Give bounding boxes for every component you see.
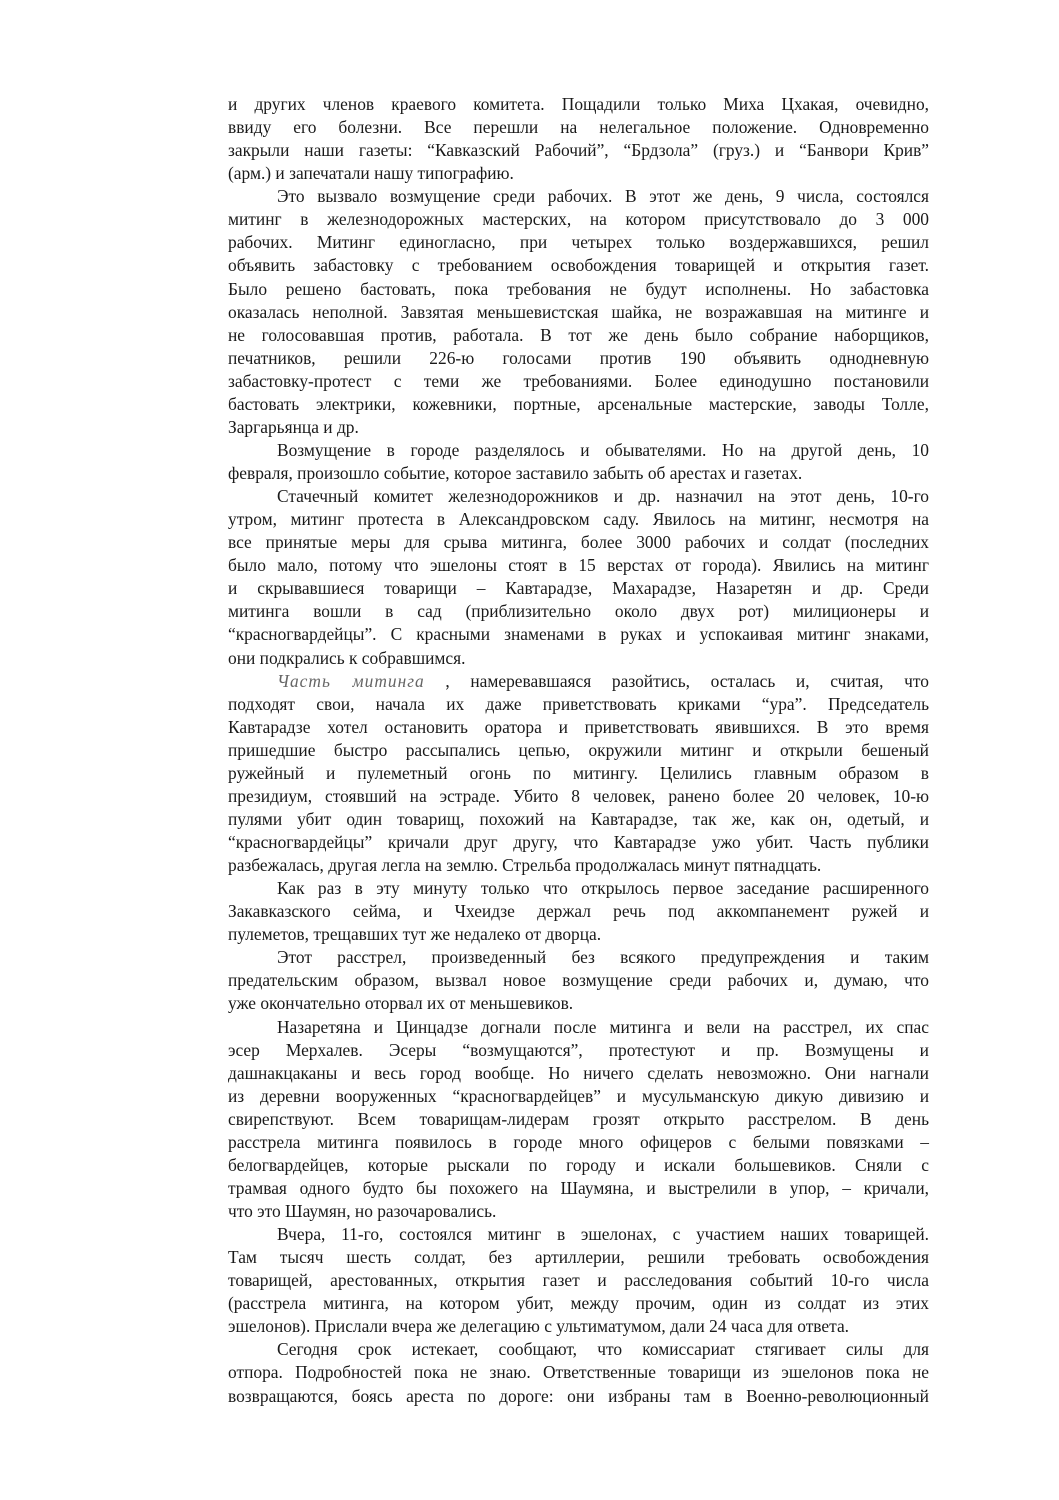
line-text: Как раз в эту минуту только что открылось первое заседание расширенного [277, 878, 929, 899]
text-line [228, 231, 929, 254]
line-text: ружейный и пулеметный огонь по митингу. Целились главным образом в [228, 762, 929, 783]
line-text: трамвая одного будто бы похожего на Шаумяна, и выстрелили в упор, – кричали, [228, 1177, 929, 1198]
paragraph [228, 439, 929, 485]
text-line [228, 1315, 929, 1338]
text-line [228, 324, 929, 347]
text-line [228, 600, 929, 623]
line-text: и других членов краевого комитета. Пощадили только Миха Цхакая, очевидно, [228, 94, 929, 114]
line-text: все принятые меры для срыва митинга, более 3000 рабочих и солдат (последних [228, 532, 929, 553]
text-line [228, 208, 929, 231]
line-text: , намеревавшаяся разойтись, осталась и, считая, что [424, 670, 929, 691]
line-text: Кавтарадзе хотел остановить оратора и приветствовать явившихся. В это время [228, 716, 929, 737]
line-text: бастовать электрики, кожевники, портные, арсенальные мастерские, заводы Толле, [228, 393, 929, 414]
line-text: было мало, потому что эшелоны стоят в 15 верстах от города). Явились на митинг [228, 555, 929, 576]
text-line [228, 1292, 929, 1315]
text-line [228, 485, 929, 508]
text-line [228, 670, 929, 693]
text-line [228, 808, 929, 831]
line-text: митинга вошли в сад (приблизительно около двух рот) милиционеры и [228, 601, 929, 622]
text-line [228, 923, 929, 946]
line-text: пулеметов, трещавших тут же недалеко от дворца. [228, 924, 602, 945]
text-line [228, 877, 929, 900]
text-line [228, 185, 929, 208]
text-line [228, 347, 929, 370]
line-text: эсер Мерхалев. Эсеры “возмущаются”, протестуют и пр. Возмущены и [228, 1039, 929, 1060]
line-text: объявить забастовку с требованием освобождения товарищей и открытия газет. [228, 255, 929, 276]
text-line [228, 462, 929, 485]
text-line [228, 162, 929, 185]
line-text: они подкрались к собравшимся. [228, 647, 466, 668]
line-text: забастовку-протест с теми же требованиями. Более единодушно постановили [228, 370, 929, 391]
line-text: Закавказского сейма, и Чхеидзе держал речь под аккомпанемент ружей и [228, 901, 929, 922]
text-line [228, 116, 929, 139]
line-text: Этот расстрел, произведенный без всякого предупреждения и таким [277, 947, 929, 968]
line-text: оказалась неполной. Завзятая меньшевистская шайка, не возражавшая на митинге и [228, 301, 929, 322]
line-text: расстрела митинга появилось в городе много офицеров с белыми повязками – [228, 1131, 929, 1152]
paragraph [228, 93, 929, 185]
line-text: и скрывавшиеся товарищи – Кавтарадзе, Махарадзе, Назаретян и др. Среди [228, 578, 929, 599]
text-line [228, 531, 929, 554]
line-text: разбежалась, другая легла на землю. Стрельба продолжалась минут пятнадцать. [228, 855, 822, 876]
text-line [228, 785, 929, 808]
text-line [228, 93, 929, 116]
text-line [228, 508, 929, 531]
text-line [228, 1108, 929, 1131]
paragraph [228, 877, 929, 946]
text-line [228, 946, 929, 969]
text-line [228, 1039, 929, 1062]
text-line [228, 370, 929, 393]
line-text: Вчера, 11-го, состоялся митинг в эшелонах, с участием наших товарищей. [277, 1224, 929, 1245]
line-text: свирепствуют. Всем товарищам-лидерам грозят открыто расстрелом. В день [228, 1108, 929, 1129]
text-line [228, 1361, 929, 1384]
paragraph [228, 185, 929, 439]
line-text: Там тысяч шесть солдат, без артиллерии, решили требовать освобождения [228, 1247, 929, 1268]
line-text: рабочих. Митинг единогласно, при четырех только воздержавшихся, решил [228, 232, 929, 253]
paragraph [228, 1338, 929, 1407]
line-text: Это вызвало возмущение среди рабочих. В этот же день, 9 числа, состоялся [277, 186, 929, 207]
paragraph [228, 946, 929, 1015]
line-text: что это Шаумян, но разочаровались. [228, 1201, 497, 1221]
line-text: Стачечный комитет железнодорожников и др. назначил на этот день, 10-го [277, 486, 929, 507]
line-text: Заргарьянца и др. [228, 416, 359, 437]
text-line [228, 1223, 929, 1246]
text-line [228, 393, 929, 416]
line-text: товарищей, арестованных, открытия газет и расследования событий 10-го числа [228, 1270, 929, 1291]
line-text: эшелонов). Прислали вчера же делегацию с ультиматумом, дали 24 часа для ответа. [228, 1316, 850, 1337]
text-line [228, 647, 929, 670]
line-text: февраля, произошло событие, которое заставило забыть об арестах и газетах. [228, 463, 803, 483]
document-page [228, 93, 929, 1408]
text-line [228, 992, 929, 1015]
text-line [228, 739, 929, 762]
text-line [228, 577, 929, 600]
line-text: (расстрела митинга, на котором убит, между прочим, один из солдат из этих [228, 1293, 929, 1314]
text-line [228, 1177, 929, 1200]
paragraph [228, 670, 929, 878]
text-line [228, 1016, 929, 1039]
line-text: митинг в железнодорожных мастерских, на котором присутствовало до 3 000 [228, 209, 929, 230]
line-text: Было решено бастовать, пока требования не будут исполнены. Но забастовка [228, 278, 929, 299]
line-text: пришедшие быстро рассыпались цепью, окружили митинг и открыли бешеный [228, 739, 929, 760]
text-line [228, 1200, 929, 1223]
text-line [228, 1085, 929, 1108]
line-text: “красногвардейцы”. С красными знаменами в руках и успокаивая митинг знаками, [228, 624, 929, 645]
line-text: возвращаются, боясь ареста по дороге: они избраны там в Военно-революционный [228, 1385, 929, 1406]
line-text: Возмущение в городе разделялось и обывателями. Но на другой день, 10 [277, 439, 929, 460]
paragraph [228, 485, 929, 670]
text-line [228, 1385, 929, 1408]
text-line [228, 693, 929, 716]
text-line [228, 1062, 929, 1085]
line-text: дашнакцаканы и весь город вообще. Но ничего сделать невозможно. Они нагнали [228, 1062, 929, 1083]
text-line [228, 969, 929, 992]
line-text: утром, митинг протеста в Александровском саду. Явилось на митинг, несмотря на [228, 509, 929, 530]
paragraph [228, 1223, 929, 1338]
text-line [228, 554, 929, 577]
text-line [228, 623, 929, 646]
paragraph [228, 1016, 929, 1224]
text-line [228, 439, 929, 462]
text-line [228, 1246, 929, 1269]
line-text: предательским образом, вызвал новое возмущение среди рабочих и, думаю, что [228, 970, 929, 991]
line-text: президиум, стоявший на эстраде. Убито 8 человек, ранено более 20 человек, 10-ю [228, 785, 929, 806]
line-text: закрыли наши газеты: “Кавказский Рабочий”, “Брдзола” (груз.) и “Банвори Крив” [228, 140, 929, 161]
text-line [228, 1338, 929, 1361]
line-text: отпора. Подробностей пока не знаю. Ответственные товарищи из эшелонов пока не [228, 1362, 929, 1383]
line-text: (арм.) и запечатали нашу типографию. [228, 163, 514, 184]
line-text: не голосовавшая против, работала. В тот же день было собрание наборщиков, [228, 324, 929, 345]
line-text: пулями убит один товарищ, похожий на Кавтарадзе, так же, как он, одетый, и [228, 808, 929, 829]
line-text: ввиду его болезни. Все перешли на нелегальное положение. Одновременно [228, 117, 929, 138]
text-line [228, 762, 929, 785]
text-line [228, 1154, 929, 1177]
line-text: подходят свои, начала их даже приветствовать криками “ура”. Председатель [228, 693, 929, 714]
text-line [228, 900, 929, 923]
line-text: уже окончательно оторвал их от меньшевиков. [228, 993, 574, 1014]
line-text: печатников, решили 226-ю голосами против 190 объявить однодневную [228, 347, 929, 368]
line-text: из деревни вооруженных “красногвардейцев” и мусульманскую дикую дивизию и [228, 1085, 929, 1106]
text-line [228, 854, 929, 877]
line-text: Сегодня срок истекает, сообщают, что комиссариат стягивает силы для [277, 1339, 929, 1360]
text-line [228, 254, 929, 277]
text-line [228, 1131, 929, 1154]
text-line [228, 716, 929, 739]
text-line [228, 301, 929, 324]
italic-phrase: Часть митинга [277, 670, 425, 691]
line-text: Назаретяна и Цинцадзе догнали после митинга и вели на расстрел, их спас [277, 1016, 929, 1037]
text-line [228, 139, 929, 162]
text-line [228, 278, 929, 301]
line-text: белогвардейцев, которые рыскали по городу и искали большевиков. Сняли с [228, 1154, 929, 1175]
text-line [228, 416, 929, 439]
text-line [228, 1269, 929, 1292]
text-line [228, 831, 929, 854]
line-text: “красногвардейцы” кричали друг другу, что Кавтарадзе ужо убит. Часть публики [228, 832, 929, 852]
